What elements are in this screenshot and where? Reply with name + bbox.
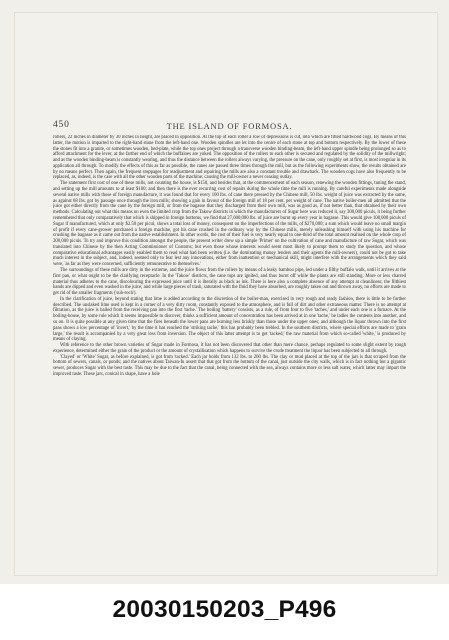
page-header (53, 120, 406, 132)
paragraph: In the clarification of juice, beyond stating that lime is added according to the discretion of the boiler-man, exercised in very rough and ready fashion, there is little to be further described. The unslaked lime used is kept in a corner of a very dirty room, constantly exposed to the atmosphere, and is full of dirt and other extraneous matter. There is no attempt at filtration, as the juice is bailed from the receiving pan into the first 'tache.' The boiling 'battery' consists, as a rule, of from four to five 'taches,' and under each one is a furnace. At the boiling-house, by some rule which it seems impossible to discover, thinks a sufficient amount of concentration has been arrived at in one 'tache,' he ladles the contents into another, and so on. It is quite possible at any given time that the fires beneath the lower pans are burning less briskly than those under the upper ones; and although the liquor thrown into the first pans shows a low percentage of 'invert,' by the time it has reached the 'striking tache,' this has probably been trebled. In the southern districts, where special efforts are made to 'grain large,' the result is accompanied by a very great loss from inversion. The object of this latter attempt is to get 'tacked,' the raw material from which so-called 'white,' is produced by means of claying. (53, 296, 406, 343)
paragraph: 'Clayed' or 'White' Sugar, as before explained, is got from 'tacked.' Each jar holds from 132 lbs. to 200 lbs. The clay or mud placed at the top of the jars is that scraped from the bottom of sewers, canals, or ponds; and the natives about Taiwan-fu assert that that got from the bottom of the canal, just outside the city walls, which is in fact nothing but a gigantic sewer, produces Sugar with the best taste. This may be due to the fact that the canal, being connected with the sea, always contains more or less salt water, which latter may impart the improved taste. These jars, conical in shape, have a hole (53, 354, 406, 378)
page-number: 450 (53, 120, 70, 130)
running-title: THE ISLAND OF FORMOSA. (166, 121, 293, 131)
paragraph: With reference to the other brown varieties of Sugar made in Formosa, it has not been discovered that other than mere chance, perhaps regulated to some slight extent by rough experience, determined either the grain of the product or the amount of crystallisation which happens to survive the crude treatment the liquor has been subjected to all through. (53, 343, 406, 354)
paragraph: The statement first cost of one of these mills, not counting the house, is $150, and besides that, at the commencement of each season, renewing the wooden fittings, tuning the stand, and setting up the mill amounts to at least $100; and then there is the ever recurring cost of repairs during the whole time the mill is running. By careful experiments made alongside several native mills with those of foreign manufacture, it was found that for every 100 lbs. of cane there pressed by the Chinese mill, 50 lbs. weight of juice was extracted by the same, as against 68 lbs. got by passage once through the iron mills; showing a gain in favour of the foreign mill of 18 per cent. per weight of cane. The native boiler-men all admitted that the juice got either directly from the cane by the foreign mill, or from the bagasse that they discharged from their own mill, was as good as, if not better than, that obtained by their own methods. Calculating out what this means on even the limited crop from the Takow districts in which the manufacturers of Sugar here was reduced it, say 300,000 piculs, it being further remembered that only comparatively that which is shipped in foreign bottoms, we find that 27,000,000 lbs. of juice are burnt up every year in bagasse. This would give 108,000 piculs of Sugar if manufactured, which at only $2.50 per picul, shows a total loss of money, consequent on the imperfections of the mills, of $270,000; a sum which would leave no small margin of profit if every cane-grower purchased a foreign machine, got his cane crushed in the ordinary way by the Chinese mills, merely unleashing himself with using his machine for crushing the bagasse as it came out from the native establishment. In other words, the cost of their fuel is very nearly equal to one-third of the total amount realised on the whole crop of 300,000 piculs. To try and improve this condition amongst the people, the present writer drew up a simple 'Primer' on the cultivation of cane and manufacture of raw Sugar, which was translated into Chinese by the then Acting Commissioner of Customs; but even those whose interests would seem most likely to prompt them to study the question, and whose comparative educational advantages easily enabled them to read what had been written (i.e. the dominating money lenders and their agents the mill-owners), could not be got to take much interest in the subject, and, indeed, seemed only to fear lest any innovations, either from inattention or mechanical skill, might interfere with the arrangements which they said were, 'as far as they were concerned, sufficiently remunerative to themselves.' (53, 181, 406, 268)
caption-bar (0, 584, 449, 640)
body-text (53, 135, 406, 541)
paragraph: rollers, 22 inches in diameter by 30 inches in height, are placed in opposition. At the top of each roller a row of depressions is cut, into which are fitted hardwood cogs. By means of this latter, the motion is imparted to the right-hand stone from the left-hand one. Wooden spindles are let into the centre of each stone at top and bottom respectively. By the lower of these the stones fit into a granite, or sometimes wooden, bed-plate, while the top ones project through a transverse wooden binding-beam, the left-hand upper spindle being prolonged so as to afford attachment for the lever, at the farther end of which the buffaloes are yoked. The opposition of the rollers to each other is secured and regulated by the solidity of the millwright; and as the wooden binding-beam is constantly wearing, and thus the distance between the rollers always varying, the pressure on the cane, only roughly set at first, is most irregular in its application all through. To modify the effects of this as far as possible, the canes are passed three times through the mill, but as the following experiments show, the results obtained are by no means perfect. Then again, the frequent stoppages for readjustment and repairing the mills are also a constant trouble and drawback. The wooden cogs have also frequently to be replaced, as, indeed, is the case with all the other wooden parts of the machine; causing the mill-owner a never ceasing outlay. (53, 135, 406, 181)
image-caption: 20030150203_P496 (112, 596, 337, 623)
paragraph: The surroundings of these mills are dirty in the extreme, and the juice flows from the rollers by means of a leaky bamboo pipe, led under a filthy buffalo walk, until it arrives at the first pan, or what ought to be the clarifying receptacle. In the 'Takow' districts, the cane tops are ignited, and thus burnt off while the plants are still standing. More or less charred material thus adheres to the cane, discolouring the expressed juice until it is literally as black as ink. There is here also a complete absence of any attempt at cleanliness; the filthiest hands are dipped and even washed in the juice; and while large pieces of trash, saturated with the fluid they have absorbed, are roughly taken out and thrown away, no efforts are made to get rid of the smaller fragments ('sub-roch'). (53, 267, 406, 297)
